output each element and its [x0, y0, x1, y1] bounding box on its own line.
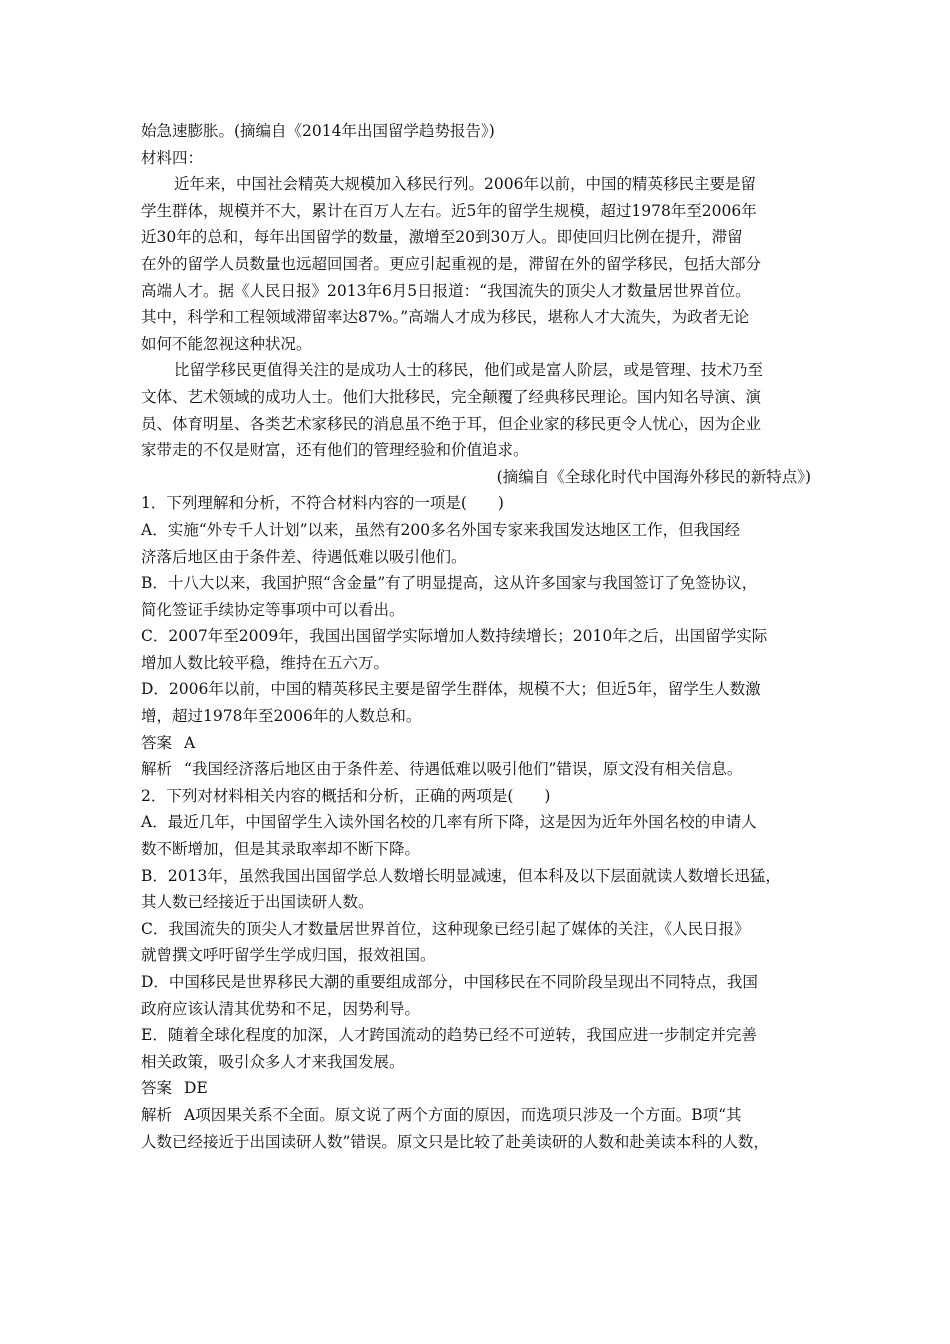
analysis-text: “我国经济落后地区由于条件差、待遇低难以吸引他们”错误，原文没有相关信息。 [184, 760, 743, 779]
answer-line [141, 730, 821, 757]
option-line: D．中国移民是世界移民大潮的重要组成部分，中国移民在不同阶段呈现出不同特点，我国 [141, 973, 758, 991]
answer-label: 答案 [141, 1079, 173, 1098]
analysis-line [141, 756, 821, 783]
option-line: D．2006年以前，中国的精英移民主要是留学生群体，规模不大；但近5年，留学生人数激 [141, 680, 761, 699]
source-citation: (摘编自《全球化时代中国海外移民的新特点》) [496, 467, 811, 486]
answer-line [141, 1075, 821, 1102]
paragraph-line: 在外的留学人员数量也远超回国者。更应引起重视的是，滞留在外的留学移民，包括大部分 [141, 254, 762, 273]
option-line: C．2007年至2009年，我国出国留学实际增加人数持续增长；2010年之后，出国留学实际 [141, 627, 768, 646]
option-line: 数不断增加，但是其录取率却不断下降。 [141, 840, 421, 859]
option-line: E．随着全球化程度的加深，人才跨国流动的趋势已经不可逆转，我国应进一步制定并完善 [141, 1026, 757, 1045]
option-line: 政府应该认清其优势和不足，因势利导。 [141, 999, 421, 1018]
option-line: 简化签证手续协定等事项中可以看出。 [141, 600, 405, 619]
option-line: 增加人数比较平稳，维持在五六万。 [141, 653, 390, 672]
paragraph-line: 其中，科学和工程领域滞留率达87%。”高端人才成为移民，堪称人才大流失，为政者无论 [141, 308, 750, 327]
option-line: C．我国流失的顶尖人才数量居世界首位，这种现象已经引起了媒体的关注，《人民日报》 [141, 919, 750, 938]
analysis-line [141, 1102, 821, 1129]
option-line: 就曾撰文呼吁留学生学成归国，报效祖国。 [141, 946, 436, 965]
analysis-label: 解析 [141, 1105, 173, 1124]
paragraph-line: 学生群体，规模并不大，累计在百万人左右。近5年的留学生规模，超过1978年至2006年 [141, 201, 757, 220]
text-line: 始急速膨胀。(摘编自《2014年出国留学趋势报告》) [141, 122, 495, 140]
option-line: 济落后地区由于条件差、待遇低难以吸引他们。 [141, 547, 467, 566]
question-1: 1．下列理解和分析，不符合材料内容的一项是( ) [141, 494, 504, 513]
option-line: A．实施“外专千人计划”以来，虽然有200多名外国专家来我国发达地区工作，但我国经 [141, 520, 741, 539]
section-heading: 材料四： [141, 148, 204, 167]
analysis-text: A项因果关系不全面。原文说了两个方面的原因，而选项只涉及一个方面。B项“其 [184, 1105, 742, 1124]
option-line: B．2013年，虽然我国出国留学总人数增长明显减速，但本科及以下层面就读人数增长迅猛， [141, 866, 781, 885]
paragraph-line: 文体、艺术领域的成功人士。他们大批移民，完全颠覆了经典移民理论。国内知名导演、演 [141, 387, 762, 406]
option-line: B．十八大以来，我国护照“含金量”有了明显提高，这从许多国家与我国签订了免签协议， [141, 574, 758, 593]
paragraph-line: 比留学移民更值得关注的是成功人士的移民，他们或是富人阶层，或是管理、技术乃至 [174, 361, 764, 380]
option-line: 其人数已经接近于出国读研人数。 [141, 893, 374, 912]
document-page [141, 118, 821, 1155]
option-line: 相关政策，吸引众多人才来我国发展。 [141, 1052, 405, 1071]
paragraph-line: 员、体育明星、各类艺术家移民的消息虽不绝于耳，但企业家的移民更令人忧心，因为企业 [141, 414, 762, 433]
analysis-label: 解析 [141, 760, 173, 779]
option-line: A．最近几年，中国留学生入读外国名校的几率有所下降，这是因为近年外国名校的申请人 [141, 813, 757, 832]
paragraph-line: 如何不能忽视这种状况。 [141, 334, 312, 353]
option-line: 增，超过1978年至2006年的人数总和。 [141, 707, 422, 726]
paragraph-line: 近30年的总和，每年出国留学的数量，激增至20到30万人。即使回归比例在提升，滞留 [141, 228, 743, 247]
paragraph-line: 高端人才。据《人民日报》2013年6月5日报道：“我国流失的顶尖人才数量居世界首位。 [141, 281, 751, 300]
answer-label: 答案 [141, 733, 173, 752]
analysis-line: 人数已经接近于出国读研人数”错误。原文只是比较了赴美读研的人数和赴美读本科的人数， [141, 1132, 769, 1151]
answer-value: A [184, 733, 196, 752]
paragraph-line: 家带走的不仅是财富，还有他们的管理经验和价值追求。 [141, 441, 529, 460]
answer-value: DE [184, 1079, 208, 1098]
question-2: 2．下列对材料相关内容的概括和分析，正确的两项是( ) [141, 786, 551, 805]
paragraph-line: 近年来，中国社会精英大规模加入移民行列。2006年以前，中国的精英移民主要是留 [174, 175, 756, 194]
